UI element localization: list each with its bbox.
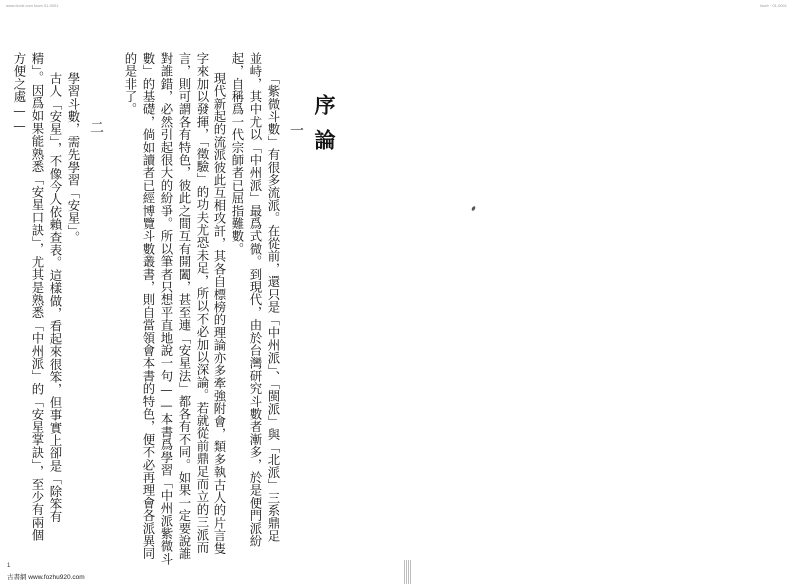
text-column: 言，則可謂各有特色，彼此之間互有開闔，甚至連「安星法」都各有不同。如果一定要說誰 [177,52,192,560]
scan-header-right: fzcrb · 01-0001 [760,3,787,8]
text-column: 起，自稱爲一代宗師者已屈指難數。 [230,52,245,256]
text-column: 古人「安星」，不像今人依賴查表。這樣做，看起來很笨，但事實上卻是「除笨有 [48,72,63,523]
page-number: 1 [7,563,11,569]
binding-shadow [404,560,412,584]
section-number-one: 一 [288,123,304,137]
text-column: 字來加以發揮，「徵驗」的功夫尤恐未足，所以不必加以深論。若就從前鼎足而立的三派而 [195,52,210,554]
text-column: 對誰錯，必然引起很大的紛爭。所以筆者只想平直地說一句——本書爲學習「中州派紫微斗 [159,52,174,566]
text-column: 「紫微斗數」有很多流派。在從前，還只是「中州派」、「閩派」與「北派」三系鼎足 [266,72,281,543]
text-column: 現代新起的流派彼此互相攻訐，其各自標榜的理論亦多牽強附會，類多執古人的片言隻 [212,72,227,555]
text-column: 學習斗數，需先學習「安星」。 [66,72,81,244]
text-column: 的是非了。 [123,52,138,116]
text-column: 數」的基礎，倘如讀者已經博覽斗數叢書，則自當領會本書的特色，便不必再理會各派異同 [141,52,156,560]
page-title: 序論 [312,94,337,164]
site-footer: 古書網 www.fozhu920.com [7,574,85,581]
scan-header-left: www.fzcrb.com fzcrb 01-0001 [6,3,59,8]
section-number-two: 二 [88,120,104,134]
text-column: 精」。因爲如果能熟悉「安星口訣」，尤其是熟悉「中州派」的「安星掌訣」，至少有兩個 [30,52,45,542]
text-column: 方便之處—— [12,52,27,134]
text-column: 並峙，其中尤以「中州派」最爲式微。到現代，由於台灣研究斗數者漸多，於是便門派紛 [248,52,263,548]
scan-speck [471,206,476,212]
